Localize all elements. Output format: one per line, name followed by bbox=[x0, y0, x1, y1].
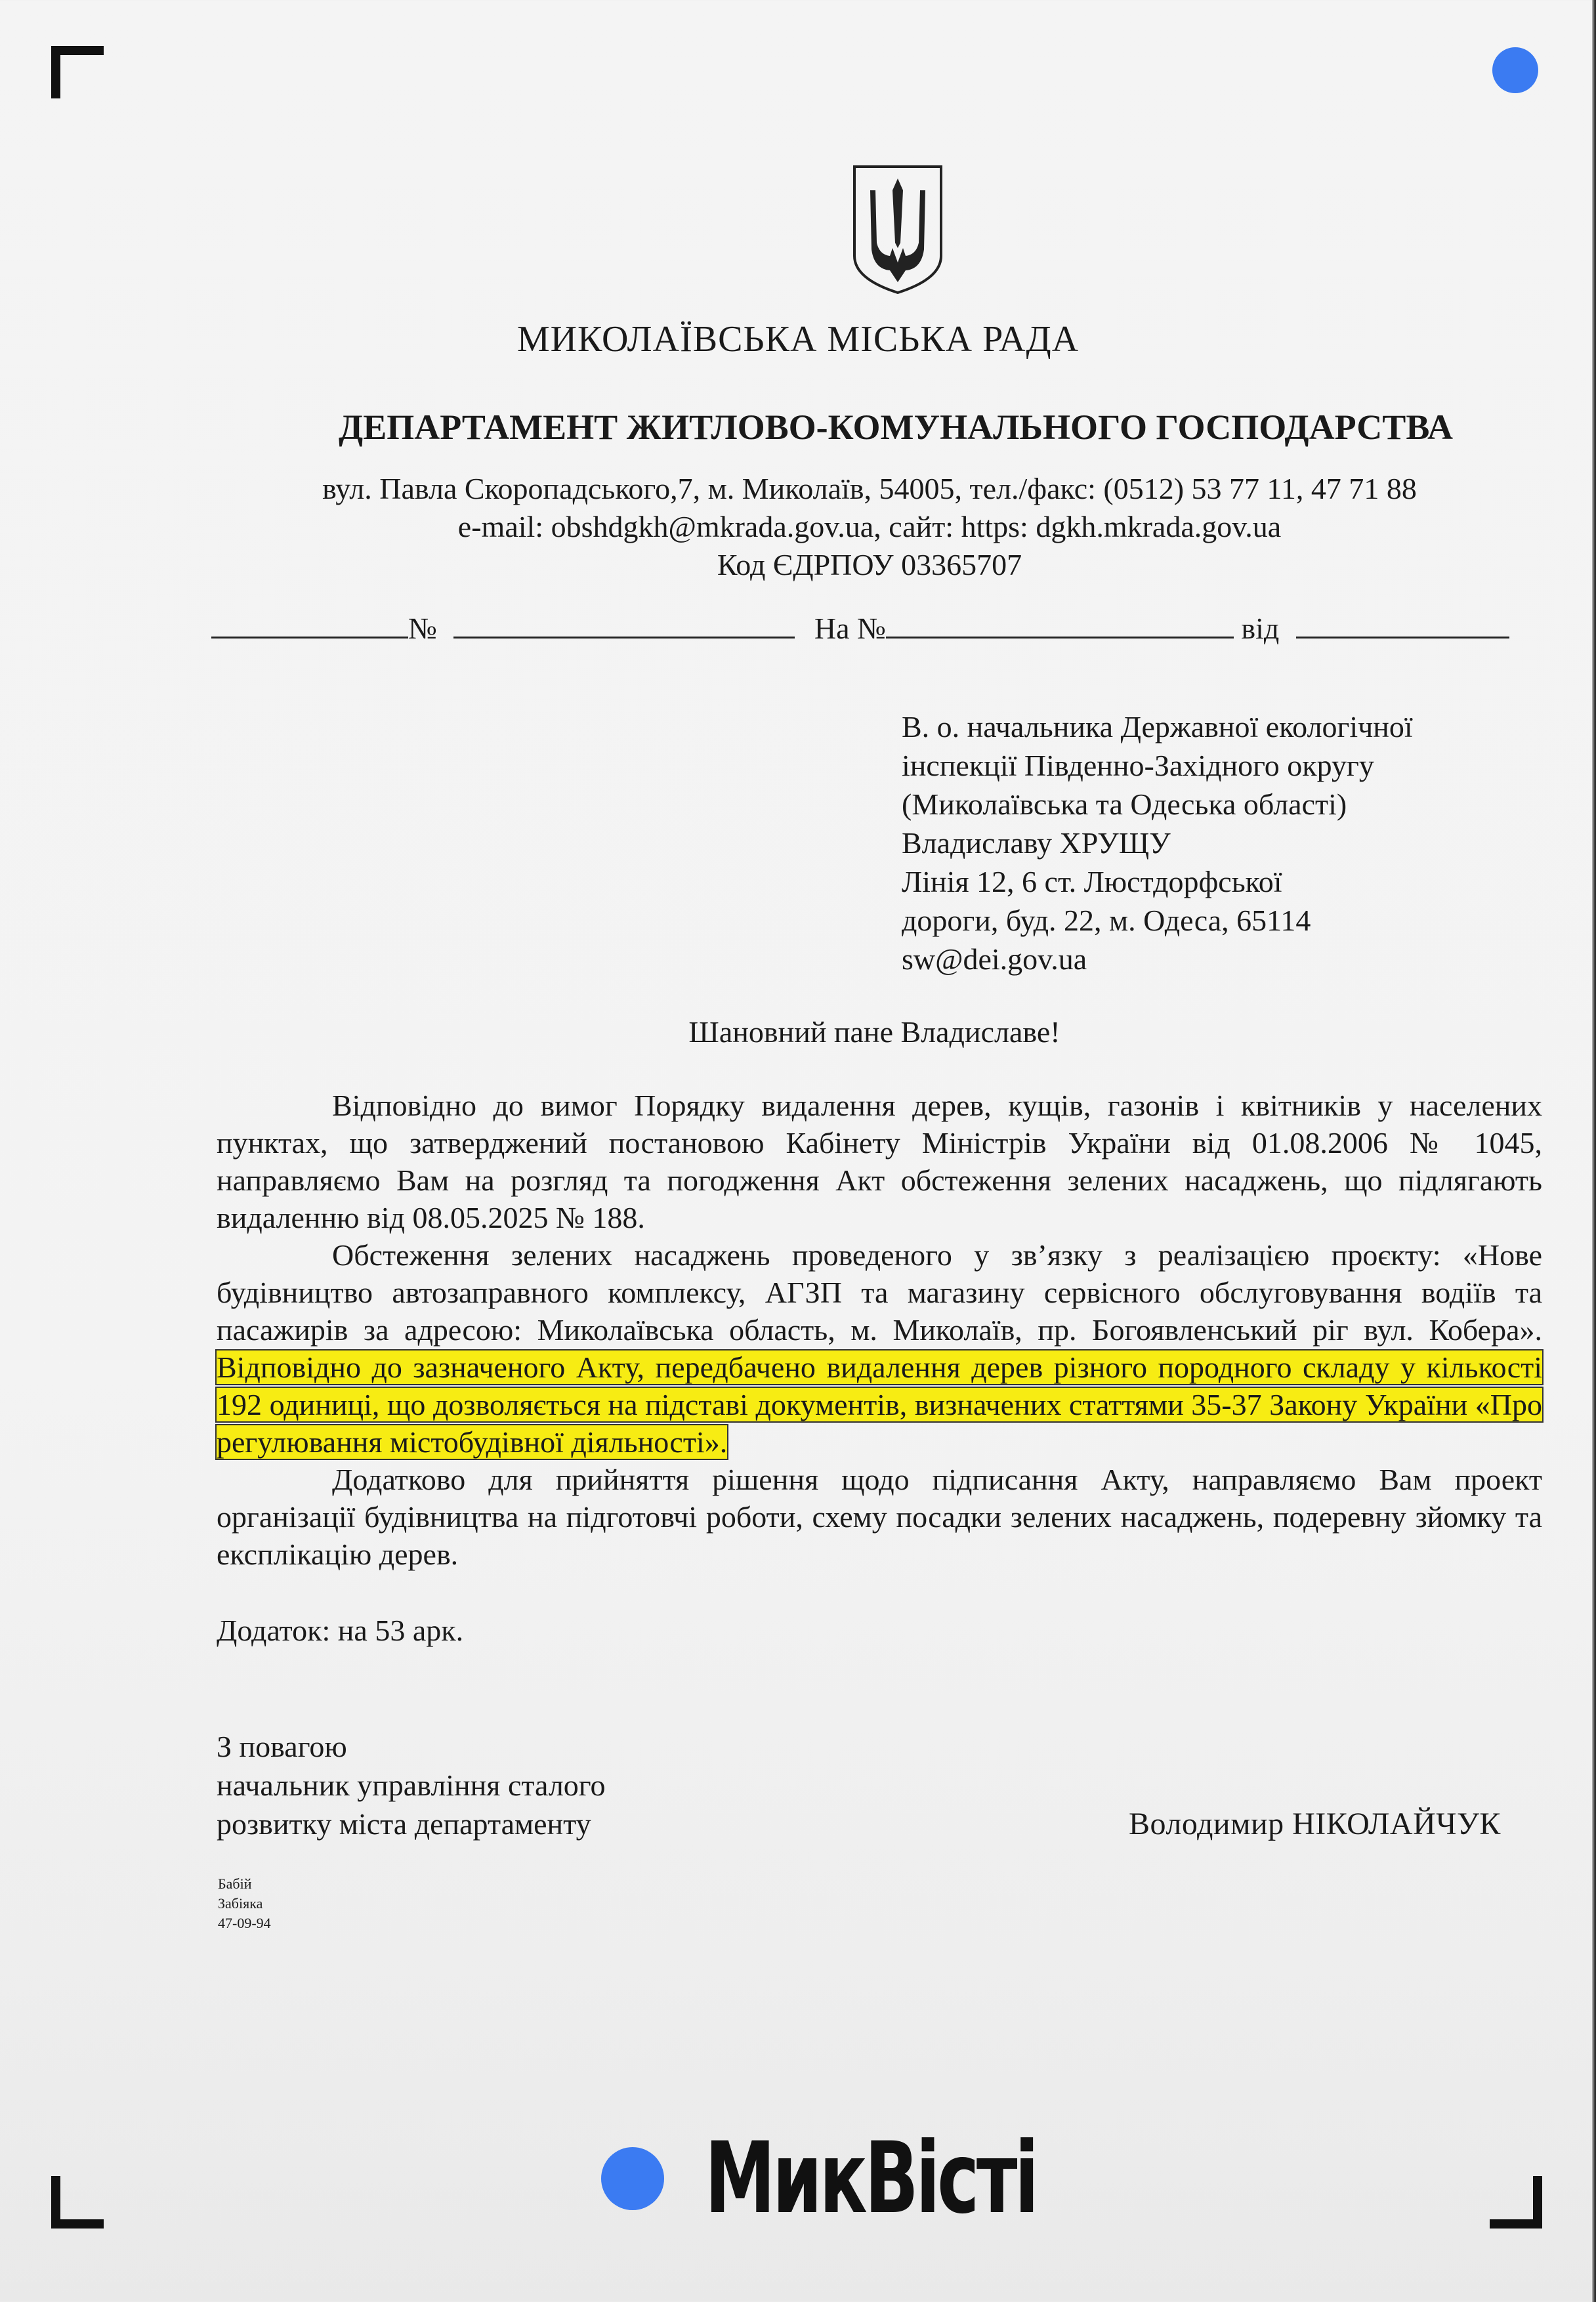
reply-to-label: На № bbox=[814, 612, 886, 645]
recipient-line: В. о. начальника Державної екологічної bbox=[902, 710, 1413, 743]
brand-wordmark: МикВісті bbox=[705, 2122, 1036, 2236]
executor-phone: 47-09-94 bbox=[218, 1915, 271, 1931]
reply-to-number-field bbox=[886, 610, 1234, 638]
recipient-line: дороги, буд. 22, м. Одеса, 65114 bbox=[902, 904, 1311, 937]
signature-block bbox=[217, 1727, 606, 1843]
department-address: вул. Павла Скоропадського,7, м. Миколаїв, 54005, тел./факс: (0512) 53 77 11, 47 71 88 bbox=[322, 472, 1417, 505]
registration-line bbox=[211, 610, 1522, 650]
watermark-logo bbox=[601, 2122, 1165, 2236]
department-title: ДЕПАРТАМЕНТ ЖИТЛОВО-КОМУНАЛЬНОГО ГОСПОДАРСТВА bbox=[339, 408, 1453, 447]
executor-line: Бабій bbox=[218, 1875, 252, 1892]
crop-corner-bottom-left bbox=[51, 2176, 104, 2229]
crop-corner-bottom-right bbox=[1490, 2176, 1542, 2229]
date-label: від bbox=[1241, 612, 1280, 645]
recipient-email: sw@dei.gov.ua bbox=[902, 942, 1087, 976]
closing-line: З повагою bbox=[217, 1730, 347, 1763]
paragraph-2 bbox=[217, 1236, 1542, 1461]
paragraph-3 bbox=[217, 1461, 1542, 1573]
number-label: № bbox=[408, 612, 437, 645]
salutation: Шановний пане Владиславе! bbox=[688, 1015, 1060, 1049]
recipient-line: Владиславу ХРУЩУ bbox=[902, 826, 1171, 860]
appendix-note: Додаток: на 53 арк. bbox=[217, 1614, 464, 1647]
executor-line: Забіяка bbox=[218, 1895, 263, 1912]
trident-coat-of-arms-icon bbox=[850, 164, 945, 295]
highlighted-text: Відповідно до зазначеного Акту, передбачено видалення дерев різного породного складу у кількості 192 одиниці, що дозволяється на підставі документів, визначених статтями 35-37 Закону України «Про регулювання містобудівної діяльності». bbox=[217, 1350, 1542, 1459]
recipient-line: (Миколаївська та Одеська області) bbox=[902, 787, 1347, 821]
council-title: МИКОЛАЇВСЬКА МІСЬКА РАДА bbox=[516, 319, 1080, 360]
reply-date-field bbox=[1296, 610, 1509, 638]
signer-name: Володимир НІКОЛАЙЧУК bbox=[1129, 1807, 1501, 1841]
paragraph-1-text: Відповідно до вимог Порядку видалення дерев, кущів, газонів і квітників у населених пунктах, що затверджений постановою Кабінету Міністрів України від 01.08.2006 № 1045, направляємо Вам на розгляд та погодження Акт обстеження зелених насаджень, що підлягають видаленню від 08.05.2025 № 188. bbox=[217, 1089, 1542, 1234]
outgoing-number-field bbox=[453, 610, 795, 638]
edrpou-code: Код ЄДРПОУ 03365707 bbox=[717, 548, 1022, 581]
recipient-line: інспекції Південно-Західного округу bbox=[902, 749, 1374, 782]
paragraph-2-text: Обстеження зелених насаджень проведеного у зв’язку з реалізацією проєкту: «Нове будівництво автозаправного комплексу, АГЗП та магазину сервісного обслуговування водіїв та пасажирів за адресою: Миколаївська область, м. Миколаїв, пр. Богоявленський ріг вул. Кобера». bbox=[217, 1238, 1542, 1347]
brand-dot-icon bbox=[1492, 47, 1538, 93]
crop-corner-top-left bbox=[51, 46, 104, 98]
paragraph-3-text: Додатково для прийняття рішення щодо підписання Акту, направляємо Вам проект організації будівництва на підготовчі роботи, схему посадки зелених насаджень, подеревну зйомку та експлікацію дерев. bbox=[217, 1463, 1542, 1571]
signer-position-line: розвитку міста департаменту bbox=[217, 1807, 591, 1841]
recipient-block bbox=[902, 707, 1413, 978]
recipient-line: Лінія 12, 6 ст. Люстдорфської bbox=[902, 865, 1282, 898]
paragraph-1 bbox=[217, 1087, 1542, 1236]
signer-position-line: начальник управління сталого bbox=[217, 1768, 606, 1802]
brand-dot-icon bbox=[601, 2147, 664, 2210]
executor-block bbox=[218, 1874, 271, 1933]
outgoing-date-field bbox=[211, 610, 408, 638]
department-contacts: e-mail: obshdgkh@mkrada.gov.ua, сайт: https: dgkh.mkrada.gov.ua bbox=[457, 510, 1282, 543]
